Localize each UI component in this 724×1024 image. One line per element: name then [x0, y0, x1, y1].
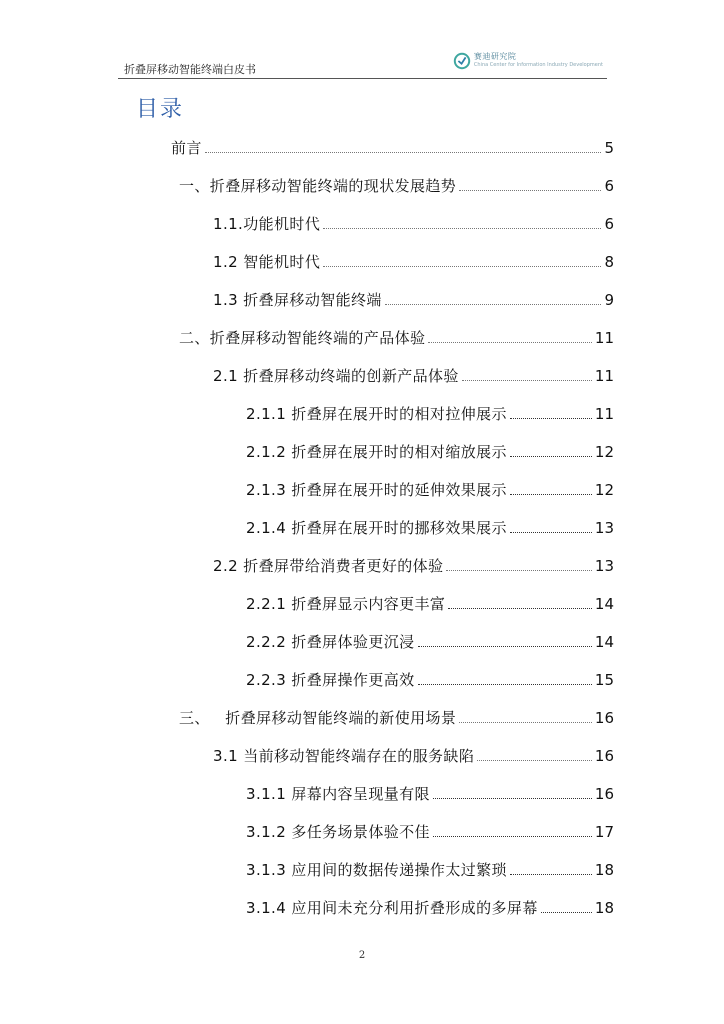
toc-entry-page: 18 — [594, 861, 614, 879]
toc-entry-2-2-2[interactable] — [246, 631, 614, 652]
toc-entry-page: 18 — [594, 899, 614, 917]
toc-entry-text: 2.2.2 折叠屏体验更沉浸 — [246, 633, 415, 651]
toc-entry-page: 13 — [594, 557, 614, 575]
toc-entry-text: 3.1.2 多任务场景体验不佳 — [246, 823, 430, 841]
toc-entry-text: 2.1.1 折叠屏在展开时的相对拉伸展示 — [246, 405, 507, 423]
toc-entry-page: 14 — [594, 595, 614, 613]
toc-entry-page: 14 — [594, 633, 614, 651]
toc-entry-2-2-1[interactable] — [246, 593, 614, 614]
toc-heading: 目录 — [136, 97, 185, 122]
toc-entry-text: 1.1.功能机时代 — [213, 215, 321, 233]
toc-entry-2-2-3[interactable] — [246, 669, 614, 690]
toc-entry-page: 13 — [594, 519, 614, 537]
toc-entry-page: 11 — [594, 329, 614, 347]
toc-entry-page: 12 — [594, 443, 614, 461]
toc-entry-text: 2.2.1 折叠屏显示内容更丰富 — [246, 595, 446, 613]
toc-entry-text: 2.1.3 折叠屏在展开时的延伸效果展示 — [246, 481, 507, 499]
logo-text: 赛迪研究院 — [473, 52, 517, 61]
toc-entry-text: 三、 折叠屏移动智能终端的新使用场景 — [179, 709, 457, 727]
toc-entry-page: 9 — [604, 291, 614, 309]
toc-entry-page: 6 — [604, 177, 614, 195]
toc-entry-2-1-1[interactable] — [246, 403, 614, 424]
toc-entry-1-1[interactable] — [213, 213, 614, 234]
toc-entry-chapter-2[interactable] — [179, 327, 614, 348]
toc-entry-1-3[interactable] — [213, 289, 614, 310]
toc-entry-page: 11 — [594, 405, 614, 423]
toc-entry-2-1-4[interactable] — [246, 517, 614, 538]
toc-entry-text: 1.2 智能机时代 — [213, 253, 321, 271]
toc-entry-page: 12 — [594, 481, 614, 499]
toc-entry-chapter-3[interactable] — [179, 707, 614, 728]
toc-entry-text: 前言 — [171, 139, 202, 157]
toc-entry-page: 17 — [594, 823, 614, 841]
toc-entry-page: 16 — [594, 785, 614, 803]
toc-entry-text: 2.1.2 折叠屏在展开时的相对缩放展示 — [246, 443, 507, 461]
page-number: 2 — [358, 950, 366, 961]
toc-entry-preface[interactable] — [171, 137, 614, 158]
toc-entry-page: 5 — [604, 139, 614, 157]
toc-entry-text: 3.1.4 应用间未充分利用折叠形成的多屏幕 — [246, 899, 538, 917]
toc-entry-1-2[interactable] — [213, 251, 614, 272]
toc-entry-text: 二、折叠屏移动智能终端的产品体验 — [179, 329, 426, 347]
toc-entry-text: 2.2 折叠屏带给消费者更好的体验 — [213, 557, 444, 575]
toc-entry-text: 3.1.1 屏幕内容呈现量有限 — [246, 785, 430, 803]
header-title: 折叠屏移动智能终端白皮书 — [124, 63, 256, 76]
toc-entry-3-1-4[interactable] — [246, 897, 614, 918]
toc-entry-page: 6 — [604, 215, 614, 233]
toc-entry-page: 16 — [594, 747, 614, 765]
toc-entry-text: 1.3 折叠屏移动智能终端 — [213, 291, 382, 309]
toc-entry-3-1-1[interactable] — [246, 783, 614, 804]
toc-entry-text: 一、折叠屏移动智能终端的现状发展趋势 — [179, 177, 457, 195]
toc-entry-text: 3.1 当前移动智能终端存在的服务缺陷 — [213, 747, 475, 765]
toc-entry-2-1-2[interactable] — [246, 441, 614, 462]
toc-entry-2-2[interactable] — [213, 555, 614, 576]
toc-entry-2-1-3[interactable] — [246, 479, 614, 500]
toc-entry-3-1[interactable] — [213, 745, 614, 766]
logo-subtext: China Center for Information Industry Development — [473, 62, 603, 68]
toc-entry-page: 16 — [594, 709, 614, 727]
toc-entry-3-1-3[interactable] — [246, 859, 614, 880]
toc-entry-text: 2.2.3 折叠屏操作更高效 — [246, 671, 415, 689]
toc-entry-text: 2.1.4 折叠屏在展开时的挪移效果展示 — [246, 519, 507, 537]
toc-entry-2-1[interactable] — [213, 365, 614, 386]
toc-entry-text: 3.1.3 应用间的数据传递操作太过繁琐 — [246, 861, 507, 879]
toc-entry-page: 8 — [604, 253, 614, 271]
toc-entry-3-1-2[interactable] — [246, 821, 614, 842]
toc-entry-chapter-1[interactable] — [179, 175, 614, 196]
toc-entry-page: 15 — [594, 671, 614, 689]
toc-entry-page: 11 — [594, 367, 614, 385]
toc-entry-text: 2.1 折叠屏移动终端的创新产品体验 — [213, 367, 459, 385]
